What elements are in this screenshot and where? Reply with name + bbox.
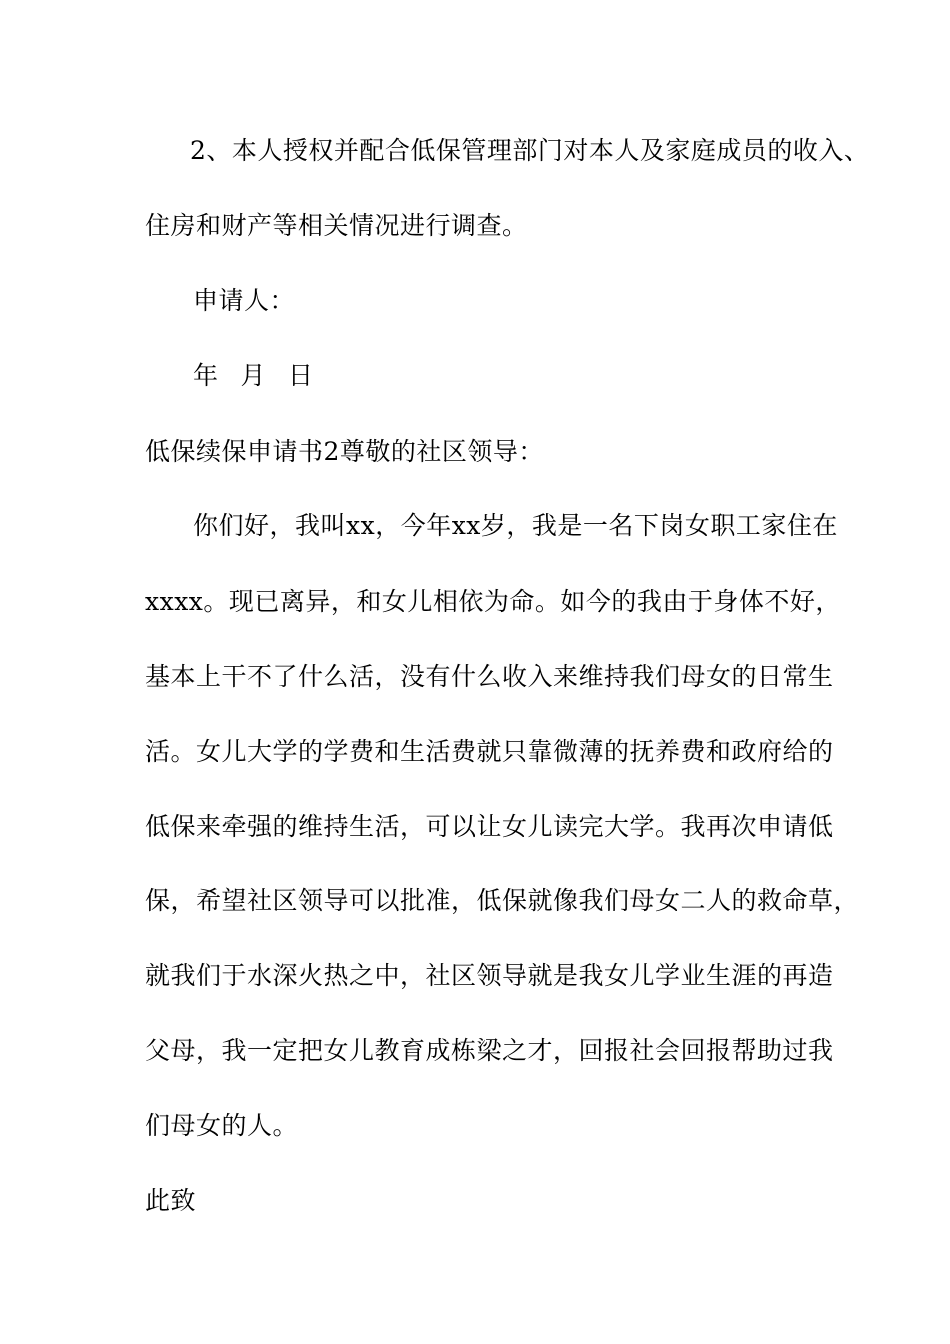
body-line: 活。女儿大学的学费和生活费就只靠微薄的抚养费和政府给的 [145,737,834,766]
closing-text: 此致 [145,1186,197,1215]
date-year: 年 [193,361,219,390]
date-month: 月 [240,361,267,390]
body-line: 低保来牵强的维持生活，可以让女儿读完大学。我再次申请低 [145,812,834,841]
date-day: 日 [288,361,314,390]
paragraph-line: 2、本人授权并配合低保管理部门对本人及家庭成员的收入、 [190,136,870,165]
paragraph-line: 住房和财产等相关情况进行调查。 [145,211,528,240]
body-line: 保，希望社区领导可以批准，低保就像我们母女二人的救命草， [145,886,860,915]
letter-title: 低保续保申请书2尊敬的社区领导： [145,437,544,466]
body-line: 们母女的人。 [145,1111,299,1140]
body-line: 你们好，我叫xx，今年xx岁，我是一名下岗女职工家住在 [193,511,838,540]
date-line [193,360,950,392]
applicant-label: 申请人： [193,286,296,315]
body-line: xxxx。现已离异，和女儿相依为命。如今的我由于身体不好， [145,587,841,616]
body-line: 基本上干不了什么活，没有什么收入来维持我们母女的日常生 [145,662,834,691]
body-line: 父母，我一定把女儿教育成栋梁之才，回报社会回报帮助过我 [145,1036,834,1065]
body-line: 就我们于水深火热之中，社区领导就是我女儿学业生涯的再造 [145,961,834,990]
